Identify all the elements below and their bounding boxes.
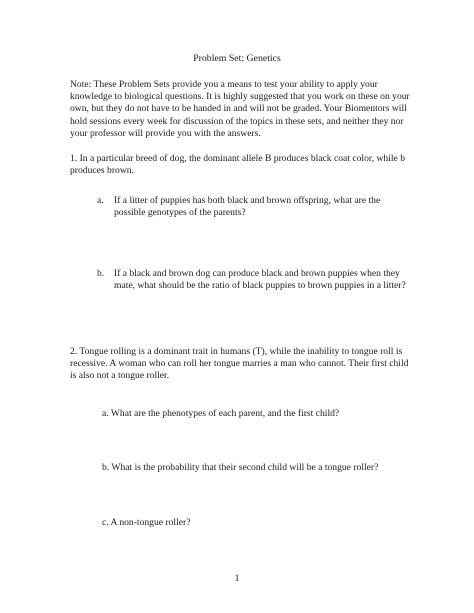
page-title: Problem Set: Genetics [193, 53, 281, 64]
question-1-stem: 1. In a particular breed of dog, the dominant allele B produces black coat color, while b produces brown. [70, 153, 406, 177]
question-2b-text: b. What is the probability that their second child will be a tongue roller? [102, 462, 379, 473]
question-1b-text: If a black and brown dog can produce black and brown puppies when they mate, what should be the ratio of black puppies to brown puppies in a litter? [114, 268, 406, 292]
question-2-stem: 2. Tongue rolling is a dominant trait in humans (T), while the inability to tongue roll is recessive. A woman who can roll her tongue marries a man who cannot. Their first child is also not a tongue roller. [70, 346, 409, 382]
question-1a-marker: a. [97, 195, 104, 206]
question-2c-text: c. A non-tongue roller? [102, 517, 191, 528]
question-2a-text: a. What are the phenotypes of each parent, and the first child? [102, 408, 340, 419]
note-paragraph: Note: These Problem Sets provide you a means to test your ability to apply your knowledge to biological questions. It is highly suggested that you work on these on your own, but they do not have to be handed in and will not be graded. Your Biomentors will hold sessions every week for discussion of the topics in these sets, and neither they nor your professor will provide you with the answers. [70, 79, 410, 139]
question-1b-marker: b. [97, 268, 105, 279]
page-number: 1 [234, 573, 240, 584]
question-1a-text: If a litter of puppies has both black and brown offspring, what are the possible genotypes of the parents? [114, 195, 381, 219]
